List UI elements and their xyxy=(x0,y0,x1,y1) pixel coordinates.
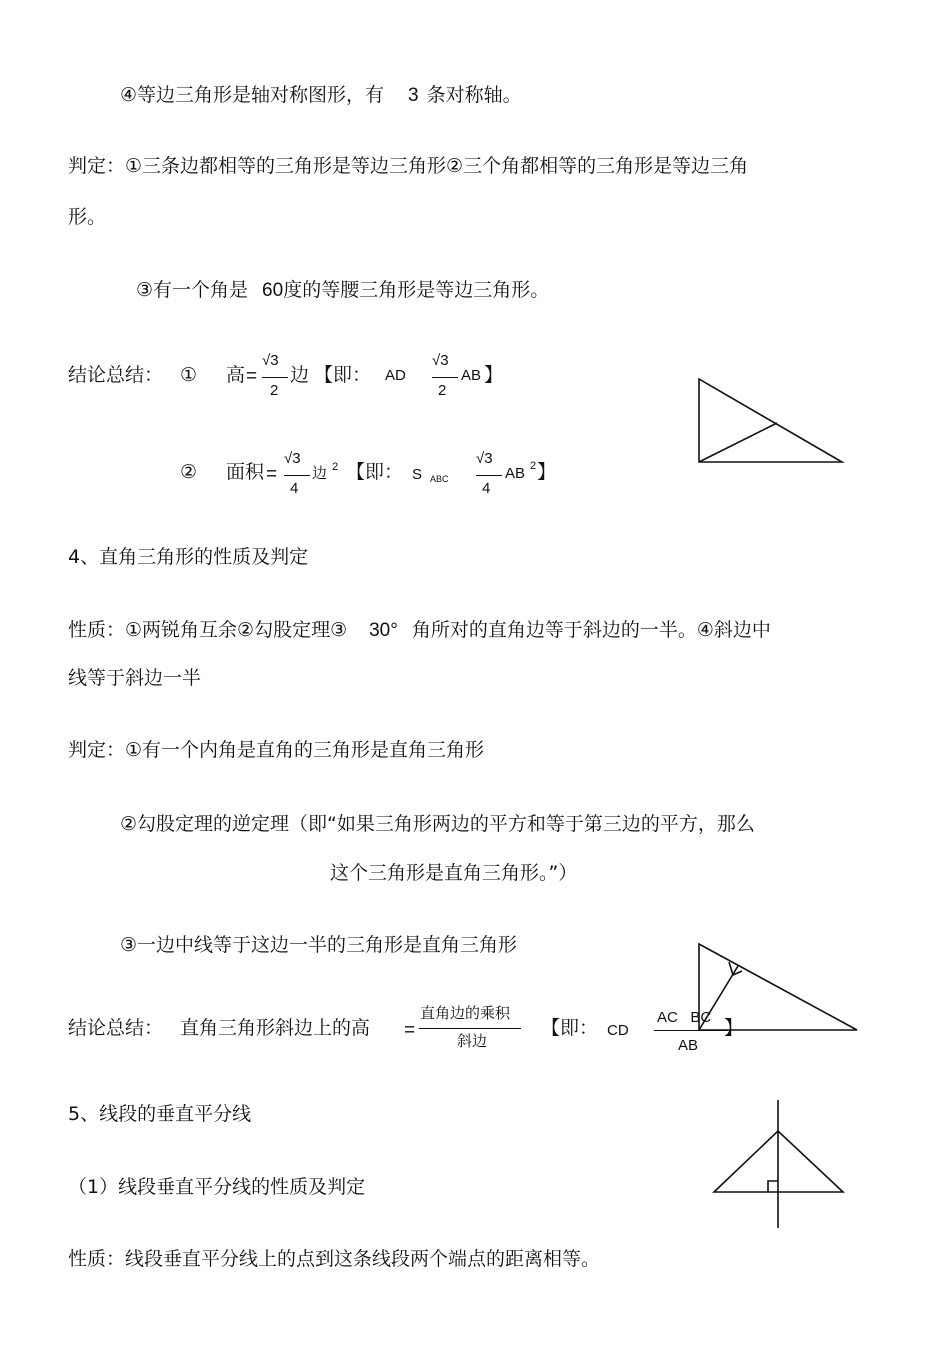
conclusion-1-denominator: 2 xyxy=(270,382,279,399)
conclusion-1b-sqrt3: √3 xyxy=(432,352,449,369)
right-triangle-judgement-3: ③一边中线等于这边一半的三角形是直角三角形 xyxy=(120,934,518,956)
equilateral-judgement-line1: 判定：①三条边都相等的三角形是等边三角形②三个角都相等的三角形是等边三角 xyxy=(68,155,749,177)
conclusion-1-fraction-bar xyxy=(262,377,288,378)
section-4-heading: 4、直角三角形的性质及判定 xyxy=(68,546,309,568)
conclusion-2-fraction-bar xyxy=(284,475,310,476)
right-triangle-equals: = xyxy=(404,1020,416,1041)
conclusion-2-bian: 边 xyxy=(312,464,328,482)
conclusion-2-ab: AB xyxy=(505,465,526,482)
right-triangle-ji: 【即： xyxy=(541,1017,599,1039)
right-triangle-property-line1: 性质：①两锐角互余②勾股定理③ 30° 角所对的直角边等于斜边的一半。④斜边中 xyxy=(68,619,771,641)
conclusion-2-sqrt3: √3 xyxy=(284,450,301,467)
right-triangle-judgement-2-line1: ②勾股定理的逆定理（即“如果三角形两边的平方和等于第三边的平方，那么 xyxy=(120,813,755,835)
conclusion-1-word: 高 xyxy=(226,364,246,386)
conclusion-1-ji: 【即： xyxy=(314,364,372,386)
right-triangle-conclusion-label: 结论总结： xyxy=(68,1017,164,1039)
conclusion-1b-denominator: 2 xyxy=(438,382,447,399)
right-triangle-judgement-2-line2: 这个三角形是直角三角形。”） xyxy=(330,862,578,884)
conclusion-1b-fraction-bar xyxy=(432,377,458,378)
conclusion-2-sup: 2 xyxy=(332,461,339,473)
section-5-heading: 5、线段的垂直平分线 xyxy=(68,1103,252,1125)
equilateral-judgement-line2: 形。 xyxy=(68,206,107,228)
conclusion-2b-fraction-bar xyxy=(476,475,502,476)
conclusion-1-sqrt3: √3 xyxy=(262,352,279,369)
equilateral-judgement-3: ③有一个角是 60度的等腰三角形是等边三角形。 xyxy=(136,279,550,301)
right-triangle-conclusion-text: 直角三角形斜边上的高 xyxy=(180,1017,371,1039)
conclusion-1-bian: 边 xyxy=(290,364,310,386)
conclusion-2-mark: ② xyxy=(180,461,198,483)
conclusion-1-ad: AD xyxy=(385,367,406,384)
right-triangle-judgement-1: 判定：①有一个内角是直角的三角形是直角三角形 xyxy=(68,739,485,761)
conclusion-2-ji: 【即： xyxy=(346,461,404,483)
conclusion-2-close: 】 xyxy=(537,461,557,483)
conclusion-1-equals: = xyxy=(246,366,258,387)
right-triangle-close: 】 xyxy=(724,1017,744,1039)
right-triangle-cd-frac-bar xyxy=(654,1030,728,1031)
bisector-property: 性质：线段垂直平分线上的点到这条线段两个端点的距离相等。 xyxy=(68,1248,601,1270)
conclusion-2-ab-sup: 2 xyxy=(530,460,537,472)
right-triangle-ab: AB xyxy=(678,1037,699,1054)
conclusion-2b-denominator: 4 xyxy=(482,480,491,497)
conclusion-2b-sqrt3: √3 xyxy=(476,450,493,467)
right-triangle-ac-bc: AC BC xyxy=(657,1009,712,1026)
equilateral-conclusion-label: 结论总结： xyxy=(68,364,164,386)
equilateral-property-4: ④等边三角形是轴对称图形，有 3 条对称轴。 xyxy=(120,84,522,106)
right-triangle-frac-den: 斜边 xyxy=(457,1032,488,1050)
conclusion-1-mark: ① xyxy=(180,364,198,386)
conclusion-1-close: 】 xyxy=(484,364,504,386)
conclusion-2-abc: ABC xyxy=(430,474,449,484)
right-triangle-property-line2: 线等于斜边一半 xyxy=(68,667,202,689)
bisector-subheading: （1）线段垂直平分线的性质及判定 xyxy=(68,1176,366,1198)
conclusion-1-ab: AB xyxy=(461,367,482,384)
right-triangle-cd: CD xyxy=(607,1022,629,1039)
conclusion-2-s: S xyxy=(412,466,423,483)
right-triangle-frac-num: 直角边的乘积 xyxy=(420,1004,511,1022)
right-triangle-frac-bar xyxy=(419,1028,521,1029)
conclusion-2-denominator: 4 xyxy=(290,480,299,497)
conclusion-2-equals: = xyxy=(266,464,278,485)
conclusion-2-word: 面积 xyxy=(226,461,265,483)
